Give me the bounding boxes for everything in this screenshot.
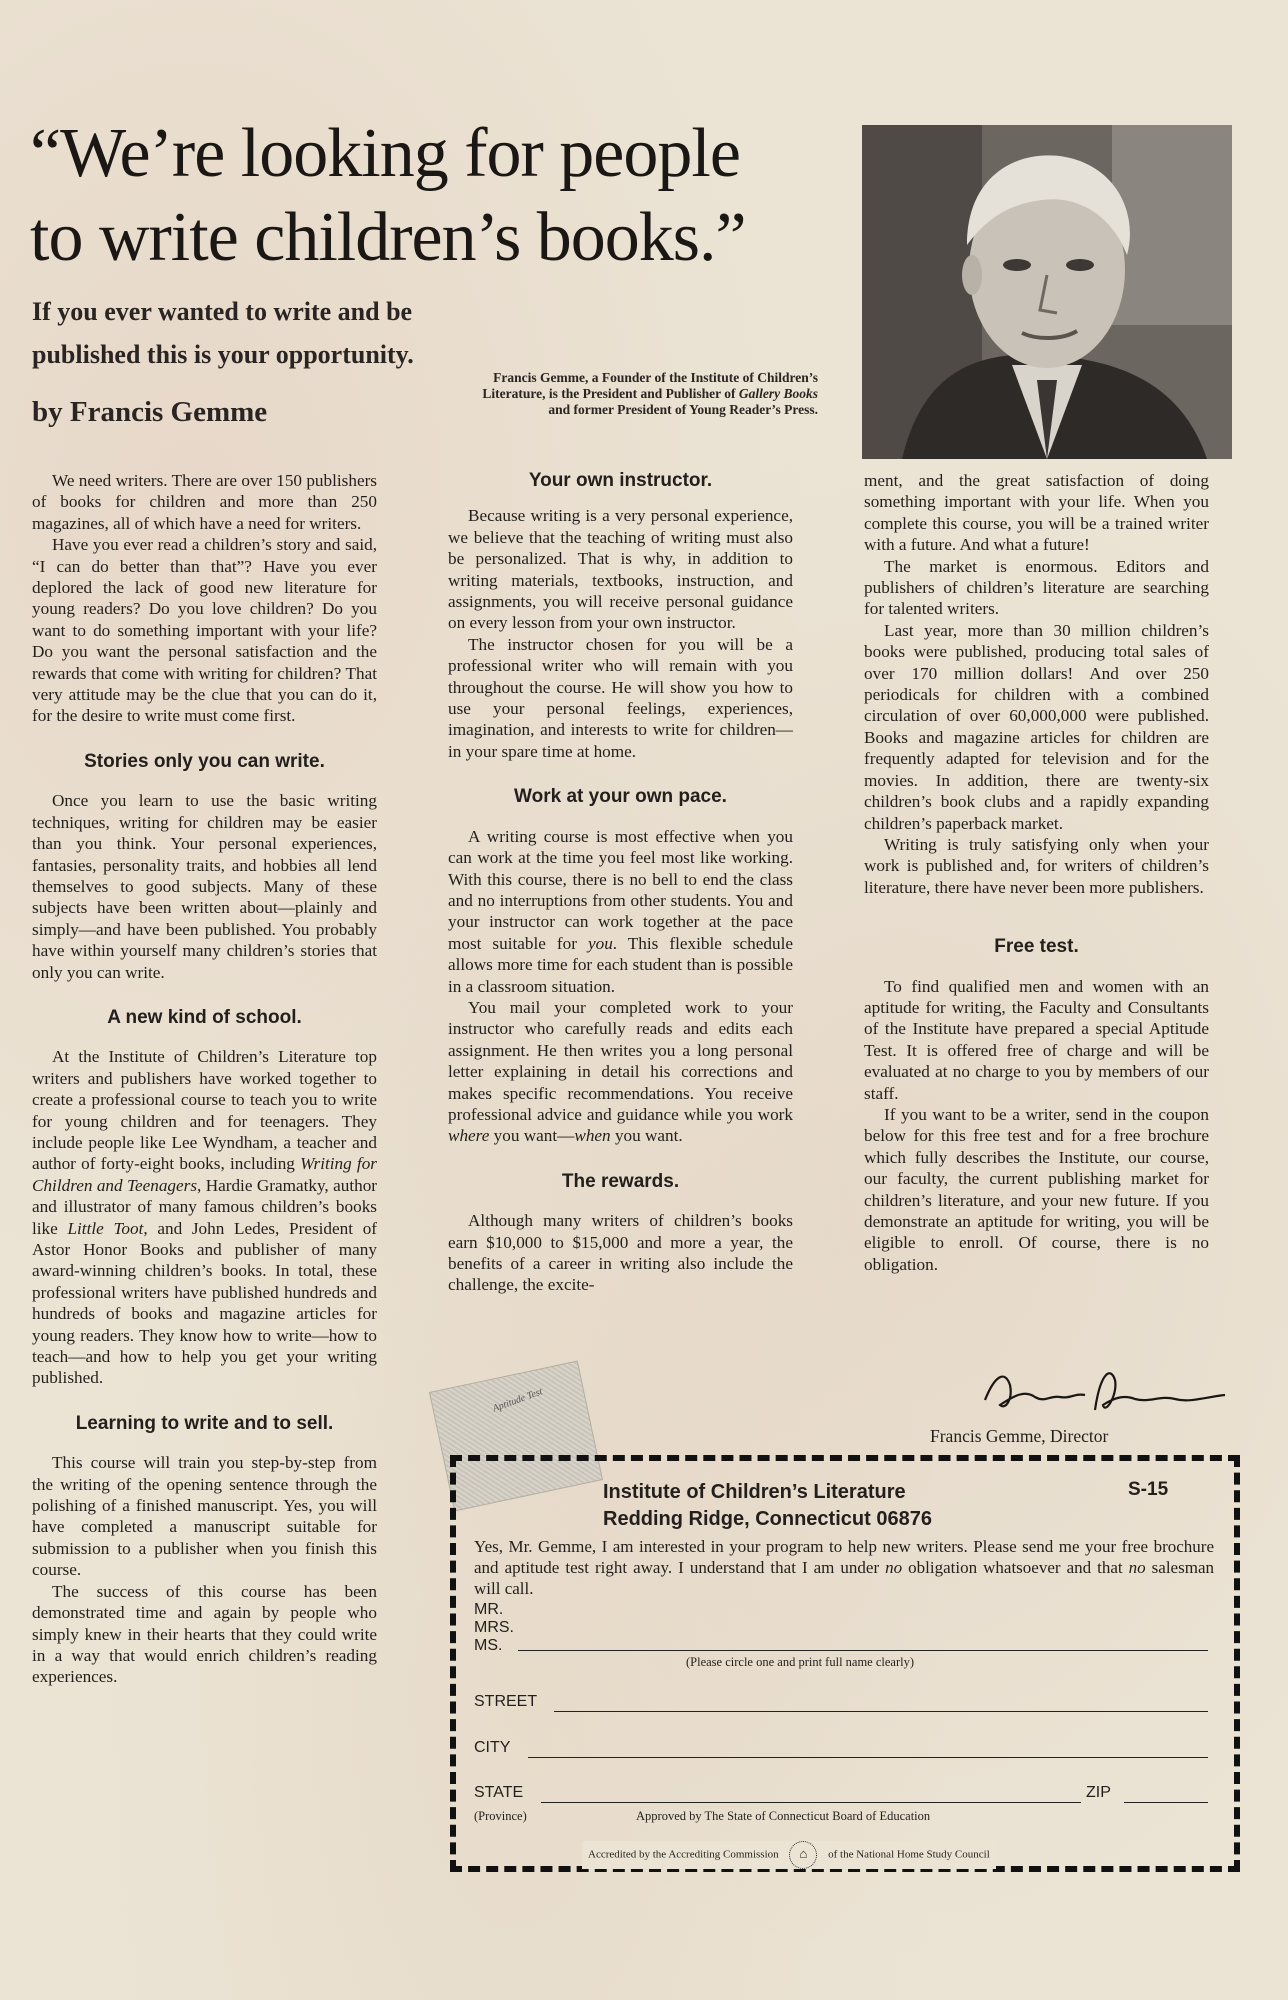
caption-italic: Gallery Books (738, 386, 818, 401)
accreditation-text-1: Accredited by the Accrediting Commission (588, 1848, 779, 1861)
text: salesman will call. (474, 1558, 1214, 1598)
text: You mail your completed work to your instructor who carefully reads and edits each assignment. He then writes you a long personal letter explaining in detail his corrections and makes specific recommendations. You receive professional advice and guidance while you work (448, 997, 793, 1124)
paragraph: This course will train you step-by-step from the writing of the opening sentence through the polishing of a finished manuscript. Yes, you will have completed a manuscript suitable for submission to a publisher when you finish this course. (32, 1453, 377, 1580)
coupon-org-name: Institute of Children’s Literature (603, 1481, 906, 1503)
title-mrs[interactable]: MRS. (474, 1619, 514, 1636)
section-heading: Free test. (994, 936, 1079, 958)
text: At the Institute of Children’s Literature top writers and publishers have worked together to create a professional course to teach you to write for young children and for teenagers. They include people like Lee Wyndham, a teacher and author of forty-eight books, including (32, 1047, 377, 1174)
text: . This flexible schedule allows more time for each student than is possible in a classroom situation. (448, 933, 793, 996)
paragraph: If you want to be a writer, send in the coupon below for this free test and for a free brochure which fully describes the Institute, our course, our faculty, the current publishing market for children’s literature, and your new future. If you demonstrate an aptitude for writing, you will be eligible to enroll. Of course, there is no obligation. (864, 1104, 1209, 1274)
coupon-code: S-15 (1128, 1479, 1169, 1500)
coupon-request-text (474, 1536, 1214, 1599)
province-label: (Province) (474, 1809, 527, 1823)
subheadline-line-2: published this is your opportunity. (32, 340, 414, 369)
paragraph: Have you ever read a children’s story and said, “I can do better than that”? Have you ever deplored the lack of good new literature for young readers? Do you love children? Do you want to do something important with your life? Do you want the personal satisfaction and the rewards that come with writing for children? That very attitude may be the clue that you can do it, for the desire to write must come first. (32, 535, 377, 726)
byline: by Francis Gemme (32, 396, 268, 428)
name-field-line[interactable] (518, 1650, 1208, 1651)
section-heading: Work at your own pace. (514, 786, 727, 808)
paragraph: Writing is truly satisfying only when your work is published and, for writers of children’s literature, there have never been more publishers. (864, 834, 1209, 897)
emphasis: when (574, 1126, 611, 1146)
zip-field-line[interactable] (1124, 1802, 1208, 1803)
headline (30, 112, 850, 280)
section-heading: Your own instructor. (528, 470, 713, 491)
article-column-1 (32, 470, 377, 1688)
section-heading: A new kind of school. (107, 1006, 302, 1028)
caption-text-2: and former President of Young Reader’s Press. (548, 402, 818, 417)
city-label: CITY (474, 1739, 511, 1756)
paragraph: ment, and the great satisfaction of doing something important with your life. When you complete this course, you will be a trained writer with a future. And what a future! (864, 471, 1209, 555)
paragraph (448, 826, 793, 997)
paragraph (448, 997, 793, 1147)
paragraph: Last year, more than 30 million children’s books were published, producing total sales of over 170 million dollars! And over 250 periodicals for children with a combined circulation of over 60,000,000 were published. Books and magazine articles for children are frequently adapted for television and for the movies. In addition, there are twenty-six children’s book clubs and a rapidly expanding children’s paperback market. (864, 620, 1209, 833)
state-label: STATE (474, 1784, 524, 1801)
text: , Hardie Gramatky, author and illustrator of many famous children’s books like (32, 1175, 378, 1238)
portrait-illustration (862, 125, 1232, 459)
title-options[interactable] (474, 1601, 514, 1655)
accreditation-text-2: of the National Home Study Council (828, 1848, 990, 1861)
section-heading: Stories only you can write. (84, 750, 325, 772)
text: Yes, Mr. Gemme, I am interested in your program to help new writers. Please send me your free brochure and aptitude test right away. I understand that I am under (474, 1537, 1214, 1577)
paragraph (32, 1046, 377, 1389)
booklet-title: Aptitude Test (491, 1386, 545, 1415)
emphasis: no (885, 1558, 903, 1577)
state-field-line[interactable] (541, 1802, 1081, 1803)
text: A writing course is most effective when you can work at the time you feel most like working. With this course, there is no bell to end the class and no interruptions from other students. You and your instructor can work together at the pace most suitable for (448, 826, 793, 953)
section-heading: Learning to write and to sell. (75, 1412, 334, 1434)
article-column-2 (448, 470, 793, 1296)
city-field-line[interactable] (528, 1757, 1208, 1758)
subheadline-line-1: If you ever wanted to write and be (32, 297, 413, 326)
handwritten-signature (975, 1355, 1235, 1425)
paragraph: Although many writers of children’s books earn $10,000 to $15,000 and more a year, the benefits of a career in writing also include the challenge, the excite- (448, 1211, 793, 1295)
accreditation-note (582, 1841, 996, 1869)
paragraph: The success of this course has been demonstrated time and again by people who simply knew in their hearts that they could write in a way that would enrich children’s reading experiences. (32, 1581, 377, 1687)
text: , and John Ledes, President of Astor Honor Books and publisher of many award-winning children’s books. In total, these professional writers have published hundreds and hundreds of books and magazine articles for young readers. They know how to write—how to teach—and how to help you get your writing published. (32, 1218, 378, 1388)
book-title: Little Toot (67, 1218, 144, 1238)
book-title: Writing for Children and Teenagers (32, 1154, 377, 1195)
paragraph: The market is enormous. Editors and publishers of children’s literature are searching for talented writers. (864, 556, 1209, 619)
text: you want— (489, 1126, 575, 1146)
title-ms[interactable]: MS. (474, 1637, 503, 1654)
text: obligation whatsoever and that (902, 1558, 1129, 1577)
nhsc-seal-icon: ⌂ (789, 1841, 817, 1869)
headline-line-2: to write children’s books.” (30, 199, 746, 276)
coupon-address: Redding Ridge, Connecticut 06876 (603, 1508, 932, 1530)
paragraph: To find qualified men and women with an aptitude for writing, the Faculty and Consultants of the Institute have prepared a special Aptitude Test. It is offered free of charge and will be evaluated at no charge to you by members of our staff. (864, 976, 1209, 1103)
coupon-header (603, 1479, 932, 1533)
title-mr[interactable]: MR. (474, 1601, 504, 1618)
paragraph: Once you learn to use the basic writing techniques, writing for children may be easier than you think. Your personal experiences, fantasies, personality traits, and hobbies all lend themselves to good subjects. Many of these subjects have been written about—plainly and simply—and have been published. You probably have within yourself many children’s stories that only you can write. (32, 791, 377, 982)
subheadline (32, 290, 502, 376)
emphasis: you (587, 933, 613, 953)
emphasis: where (448, 1126, 490, 1146)
photo-caption (470, 370, 818, 418)
order-coupon[interactable] (450, 1455, 1240, 1872)
paragraph: Because writing is a very personal experience, we believe that the teaching of writing must also be personalized. That is why, in addition to writing materials, textbooks, instruction, and assignments, you will receive personal guidance on every lesson from your own instructor. (448, 506, 793, 633)
article-column-3 (864, 470, 1209, 1275)
street-label: STREET (474, 1693, 538, 1710)
caption-text-1: Francis Gemme, a Founder of the Institute of Children’s Literature, is the President and Publisher of (482, 370, 818, 401)
zip-label: ZIP (1086, 1784, 1111, 1801)
paragraph: The instructor chosen for you will be a professional writer who will remain with you throughout the course. He will show you how to use your personal feelings, experiences, imagination, and interests to write for children—in your spare time at home. (448, 634, 793, 761)
author-portrait-photo (862, 125, 1232, 459)
headline-line-1: “We’re looking for people (30, 115, 740, 192)
paragraph: We need writers. There are over 150 publishers of books for children and more than 250 magazines, all of which have a need for writers. (32, 471, 377, 533)
street-field-line[interactable] (554, 1711, 1208, 1712)
name-field-note: (Please circle one and print full name clearly) (686, 1655, 915, 1669)
director-name: Francis Gemme, Director (930, 1426, 1109, 1446)
text: you want. (610, 1126, 683, 1146)
approval-note: Approved by The State of Connecticut Board of Education (636, 1809, 931, 1823)
section-heading: The rewards. (561, 1170, 680, 1192)
emphasis: no (1128, 1558, 1146, 1577)
